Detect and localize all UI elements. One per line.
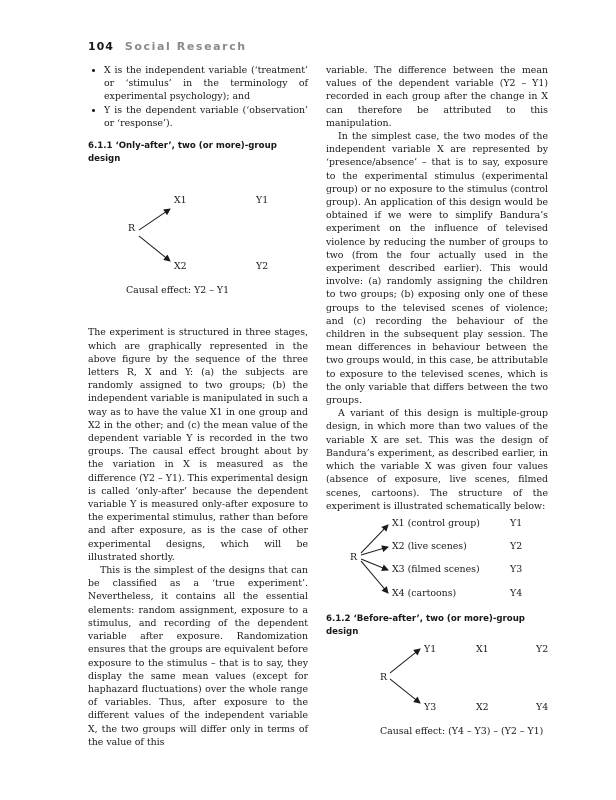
arrow-to-x1 — [361, 525, 388, 553]
causal-effect-1: Causal effect: Y2 – Y1 — [126, 285, 230, 297]
diagram-before-after — [326, 639, 548, 739]
arrow-to-x4 — [361, 561, 388, 593]
bullet-y: • Y is the dependent variable (‘observation’ or ‘response’). — [104, 104, 308, 130]
label-r: R — [128, 223, 136, 235]
arrow-to-x2 — [139, 236, 170, 261]
row-y4: Y4 — [510, 587, 523, 599]
left-column — [88, 64, 308, 749]
diagram-multiple-group — [326, 513, 548, 609]
paragraph-simplest-case: In the simplest case, the two modes of the independent variable X are represented by ‘presence/absence’ – that is to say, exposure to the experimental stimulus (experimental group) or no exposure to the stimulus (control group). An application of this design would be obtained if we were to simplify Bandura’s experiment on the influence of televised violence by reducing the number of groups to two (from the four actually used in the experiment described earlier). This would involve: (a) randomly assigning the children to two groups; (b) exposing only one of these groups to the televised scenes of violence; and (c) recording the behaviour of the children in the subsequent play session. The mean differences in behaviour between the two groups would, in this case, be attributable to exposure to the televised scenes, which is the only variable that differs between the two groups. — [326, 131, 548, 407]
section-heading-6-1-1: 6.1.1 ‘Only-after’, two (or more)-group design — [88, 141, 277, 165]
label-y4: Y4 — [536, 702, 549, 714]
paragraph-simplest: This is the simplest of the designs that can be classified as a ‘true experiment’. Nevertheless, it contains all the essential elements: random assignment, exposure to a stimulus, and recording of the dependent variable after exposure. Randomization ensures that the groups are equivalent before exposure to the stimulus – that is to say, they display the same mean values (except for haphazard fluctuations) over the whole range of variables. Thus, after exposure to the different values of the independent variable X, the two groups will differ only in terms of the value of this — [88, 565, 308, 748]
label-x1: X1 — [174, 195, 187, 207]
row-y2: Y2 — [510, 540, 523, 552]
label-y1: Y1 — [256, 195, 269, 207]
label-y1: Y1 — [424, 644, 437, 656]
arrow-to-x1 — [139, 209, 170, 230]
variable-bullets — [88, 64, 308, 130]
label-x1: X1 — [476, 644, 489, 656]
page-number: 104 — [88, 40, 114, 53]
row-x3: X3 (filmed scenes) — [392, 563, 480, 575]
label-y2: Y2 — [536, 644, 549, 656]
paragraph-variant: A variant of this design is multiple-group design, in which more than two values of the variable X are set. This was the design of Bandura’s experiment, as described earlier, in which the variable X was given four values (absence of exposure, live scenes, filmed scenes, cartoons). The structure of the experiment is illustrated schematically below: — [326, 408, 548, 512]
label-r: R — [380, 672, 388, 684]
row-y1: Y1 — [510, 517, 523, 529]
arrow-to-x3 — [361, 559, 388, 570]
causal-effect-2: Causal effect: (Y4 – Y3) – (Y2 – Y1) — [380, 726, 544, 738]
label-x2: X2 — [174, 261, 187, 273]
label-y2: Y2 — [256, 261, 269, 273]
right-column — [326, 64, 548, 739]
diagram-ba-arrows — [326, 639, 548, 739]
bullet-x: • X is the independent variable (‘treatment’ or ‘stimulus’ in the terminology of experimental psychology); and — [104, 64, 308, 104]
row-x2: X2 (live scenes) — [392, 540, 467, 552]
book-title: Social Research — [124, 40, 247, 53]
arrow-to-y3 — [390, 679, 420, 703]
paragraph-variable-diff: variable. The difference between the mean values of the dependent variable (Y2 – Y1) recorded in each group after the change in X can therefore be attributed to this manipulation. — [326, 65, 548, 129]
label-r: R — [350, 551, 358, 563]
label-y3: Y3 — [424, 702, 437, 714]
running-header — [88, 40, 247, 53]
label-x2: X2 — [476, 702, 489, 714]
row-y3: Y3 — [510, 563, 523, 575]
diagram-arrows — [88, 166, 308, 326]
diagram-only-after — [88, 166, 308, 326]
section-heading-6-1-2: 6.1.2 ‘Before-after’, two (or more)-group design — [326, 613, 525, 638]
paragraph-structure: The experiment is structured in three stages, which are graphically represented in the above figure by the sequence of the three letters R, X and Y: (a) the subjects are randomly assigned to two groups; (b) the independent variable is manipulated in such a way as to have the value X1 in one group and X2 in the other; and (c) the mean value of the dependent variable Y is recorded in the two groups. The causal effect brought about by the variation in X is measured as the difference (Y2 – Y1). This experimental design is called ‘only-after’ because the dependent variable Y is measured only-after exposure to the experimental stimulus, rather than before and after exposure, as is the case of other experimental designs, which will be illustrated shortly. — [88, 327, 308, 563]
row-x4: X4 (cartoons) — [392, 587, 457, 599]
arrow-to-y1 — [390, 649, 420, 673]
row-x1: X1 (control group) — [392, 517, 480, 529]
